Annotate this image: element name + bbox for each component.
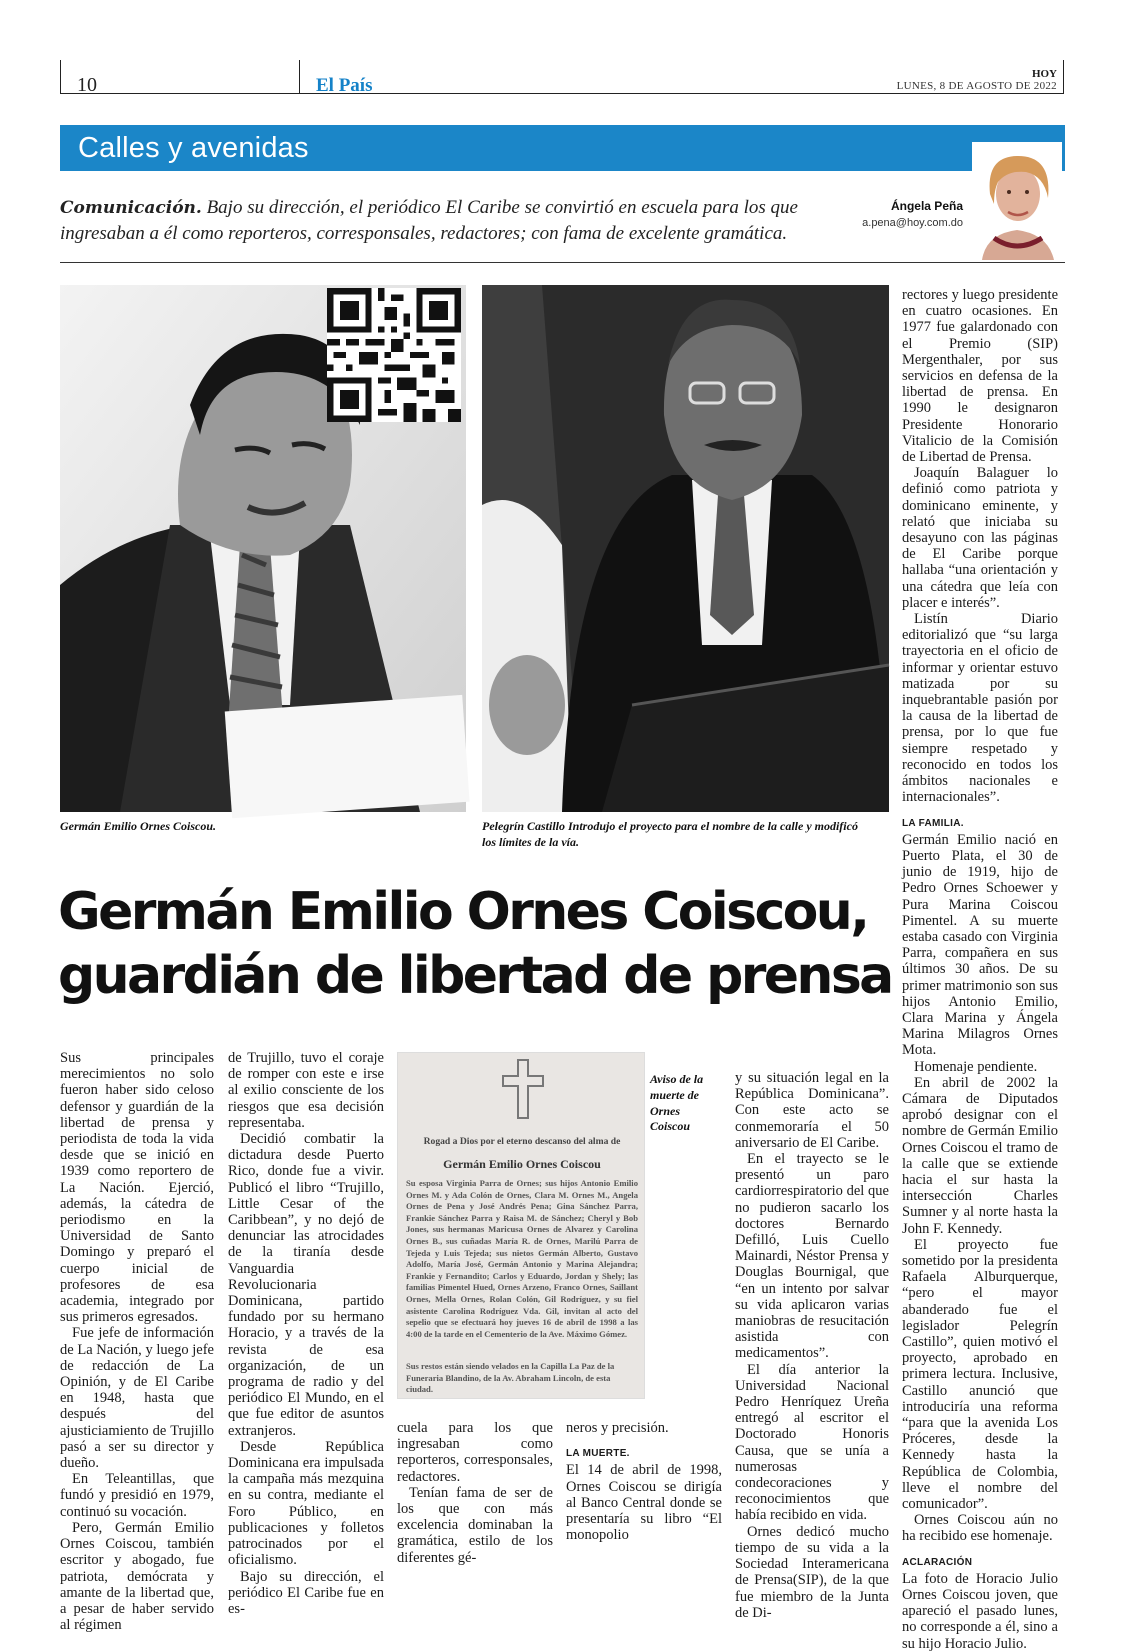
body-column-5: [735, 1070, 889, 1621]
intro-text: Bajo su dirección, el periódico El Caribe se convirtió en escuela para los que ingresaban a él como reporteros, corresponsales, redactores; con fama de excelente gramática.: [60, 197, 798, 244]
caption-photo1: Germán Emilio Ornes Coiscou.: [60, 819, 217, 833]
death-notice: [397, 1052, 645, 1399]
headline-line2: guardián de libertad de prensa: [58, 946, 892, 1006]
column-band: [60, 125, 1065, 171]
notice-caption: Aviso de la muerte de Ornes Coiscou: [650, 1072, 704, 1134]
author-email[interactable]: a.pena@hoy.com.do: [862, 217, 963, 229]
paragraph: neros y precisión.: [566, 1420, 669, 1436]
notice-footer: Sus restos están siendo velados en la Capilla La Paz de la Funeraria Blandino, de la Av. Abraham Lincoln, de esta ciudad.: [406, 1361, 615, 1395]
author-photo: [972, 142, 1062, 260]
paragraph: La foto de Horacio Julio Ornes Coiscou joven, que apareció el pasado lunes, no corresponde a él, sino a su hijo Horacio Julio.: [902, 1570, 1058, 1652]
paragraph: Pero, Germán Emilio Ornes Coiscou, también escritor y abogado, fue patriota, demócrata y amante de la libertad que, a pesar de haber servido al régimen: [60, 1519, 214, 1634]
intro-keyword: Comunicación.: [60, 198, 202, 218]
paragraph: Bajo su dirección, el periódico El Caribe fue en es-: [228, 1568, 384, 1617]
body-column-3: [397, 1420, 553, 1566]
paragraph: y su situación legal en la República Dominicana”. Con este acto se conmemoraría el 50 aniversario de El Caribe.: [735, 1070, 889, 1151]
notice-deceased-name: Germán Emilio Ornes Coiscou: [443, 1157, 601, 1171]
paragraph: Listín Diario editorializó que “su larga trayectoria en el oficio de informar y orientar estuvo matizada por su inquebrantable pasión por la causa de la libertad de prensa, por lo que fue siempre respetado y reconocido en todos los ámbitos nacionales e internacionales”.: [902, 611, 1058, 806]
paragraph: El día anterior la Universidad Nacional Pedro Henríquez Ureña entregó al escritor el Doctorado Honoris Causa, que se unía a numerosas condecoraciones y reconocimientos que había recibido en vida.: [735, 1361, 889, 1524]
issue-date: LUNES, 8 DE AGOSTO DE 2022: [896, 80, 1057, 92]
page-number: 10: [77, 74, 97, 96]
paragraph: Joaquín Balaguer lo definió como patriota y dominicano eminente, y relató que iniciaba su desayuno con las páginas de El Caribe porque hallaba “una orientación y una cátedra que leía con placer e interés”.: [902, 465, 1058, 611]
newspaper-name: HOY: [1031, 68, 1057, 80]
section-name[interactable]: El País: [316, 75, 373, 96]
paragraph: Decidió combatir la dictadura desde Puerto Rico, donde fue a vivir. Publicó el libro “Trujillo, Little Cesar of the Caribbean”, y no dejó de denunciar las atrocidades de la tiranía desde Vanguardia Revolucionaria Dominicana, partido fundado por su hermano Horacio, y a través de la revista de esa organización, de un programa de radio y del periódico El Mundo, en el que fue editor de asuntos extranjeros.: [228, 1131, 384, 1439]
caption-photo2: Pelegrín Castillo Introdujo el proyecto para el nombre de la calle y modificó los límites de la vía.: [482, 819, 858, 849]
notice-header: Rogad a Dios por el eterno descanso del alma de: [423, 1136, 621, 1147]
paragraph: Tenían fama de ser de los que con más excelencia dominaban la gramática, estilo de los diferentes gé-: [397, 1484, 553, 1566]
author-block: [848, 199, 963, 229]
paragraph: Ornes dedicó mucho tiempo de su vida a la Sociedad Interamericana de Prensa(SIP), de la que fue miembro de la Junta de Di-: [735, 1523, 889, 1621]
subhead-la-muerte: LA MUERTE.: [566, 1448, 630, 1460]
paragraph: En abril de 2002 la Cámara de Diputados aprobó designar con el nombre de Germán Emilio Ornes Coiscou el tramo de la calle que se extiende hacia el sur hasta la intersección Charles Sumner y al norte hasta la John F. Kennedy.: [902, 1074, 1058, 1237]
divider: [60, 262, 1065, 263]
paragraph: cuela para los que ingresaban como reporteros, corresponsales, redactores.: [397, 1420, 553, 1485]
paragraph: Desde República Dominicana era impulsada la campaña más mezquina en su contra, mediante el Foro Público, en publicaciones y folletos patrocinados por el oficialismo.: [228, 1438, 384, 1569]
page-number-box: [60, 60, 300, 94]
paragraph: El proyecto fue sometido por la presidenta Rafaela Alburquerque, “pero el mayor abanderado fue el legislador Pelegrín Castillo”, quien motivó el proyecto, aprobado en primera lectura. Inclusive, Castillo anunció que introduciría una reforma “para que la avenida Los Próceres, desde la Kennedy hasta la República de Colombia, lleve el nombre del comunicador”.: [902, 1236, 1058, 1513]
paragraph: El 14 de abril de 1998, Ornes Coiscou se dirigía al Banco Central donde se presentaría su libro “El monopolio: [566, 1462, 722, 1544]
column-title: Calles y avenidas: [78, 132, 309, 164]
paragraph: rectores y luego presidente en cuatro ocasiones. En 1977 fue galardonado con el Premio (SIP) Mergenthaler, por sus servicios en defensa de la libertad de prensa. En 1990 le designaron Presidente Honorario Vitalicio de la Comisión de Libertad de Prensa.: [902, 287, 1058, 466]
notice-body: Su esposa Virginia Parra de Ornes; sus hijos Antonio Emilio Ornes M. y Ada Colón de Ornes, Clara M. Ornes M., Angela Ornes de Pena y José Andrés Pena; Gina Sánchez Parra, Frankie Sánchez Parra y Raisa M. de Sánchez; Cheryl y Bob Jones, sus hermanas Maricusa Ornes de Alvarez y Carolina Ornes B., sus cuñadas María R. de Ornes, Marilú Parra de Tejeda y Luis Tejeda; sus nietos Germán Alberto, Gustavo Adolfo, María José, Germán Antonio y Marina Alejandra; Frankie y Fernandito; Carlos y Eduardo, Jordan y Shely; las familias Pimentel Hued, Ornes Arzeno, Franco Ornes, Saillant Ornes, Mella Ornes, Rolan Colón, Gil Rodríguez, y su fiel asistente Carolina Rodríguez Vda. Gil, invitan al acto del sepelio que se efectuará hoy jueves 16 de abril de 1998 a las 4:00 de la tarde en el Cementerio de la Ave. Máximo Gómez.: [406, 1178, 638, 1339]
paragraph: Ornes Coiscou aún no ha recibido ese homenaje.: [902, 1512, 1058, 1545]
subhead-la-familia: LA FAMILIA.: [902, 817, 964, 829]
body-column-4: [566, 1420, 722, 1543]
paragraph: Sus principales merecimientos no solo fueron haber sido celoso defensor y guardián de la libertad de prensa y periodista de toda la vida desde que se inició en 1939 como reportero de La Nación. Ejerció, además, la cátedra de periodismo en la Universidad de Santo Domingo y preparó el cuerpo inicial de profesores de esa academia, integrado por sus primeros egresados.: [60, 1050, 214, 1326]
paragraph: Germán Emilio nació en Puerto Plata, el 30 de junio de 1919, hijo de Pedro Ornes Schoewer y Pura Marina Coiscou Pimentel. A su muerte estaba casado con Virginia Parra, compañera en sus últimos 30 años. De su primer matrimonio son sus hijos Antonio Emilio, Clara Marina y Ángela Marina Milagros Ornes Mota.: [902, 831, 1058, 1059]
paragraph: En Teleantillas, que fundó y presidió en 1979, continuó su vocación.: [60, 1471, 214, 1520]
paragraph: Homenaje pendiente.: [914, 1058, 1038, 1075]
subhead-aclaracion: ACLARACIÓN: [902, 1556, 973, 1568]
body-column-1: [60, 1050, 214, 1633]
cross-icon: [501, 1058, 545, 1120]
paragraph: Fue jefe de información de La Nación, y luego jefe de redacción de La Opinión, y de El Caribe en 1948, hasta que después del ajusticiamiento de Trujillo pasó a ser su director y dueño.: [60, 1325, 214, 1472]
paragraph: En el trayecto se le presentó un paro cardiorrespiratorio del que no pudieron sacarlo los doctores Bernardo Defilló, Luis Cuello Mainardi, Néstor Prensa y Douglas Bournigal, que “en un intento por salvar su vida aplicaron varias maniobras de resucitación asistida con medicamentos”.: [735, 1151, 889, 1362]
page-header: [60, 60, 1064, 94]
intro-deck: [60, 195, 840, 246]
headline-line1: Germán Emilio Ornes Coiscou,: [58, 882, 868, 942]
body-column-2: [228, 1050, 384, 1617]
author-name: Ángela Peña: [890, 199, 963, 213]
photo-pelegrin-castillo: [482, 285, 889, 812]
headline: [58, 880, 898, 1008]
paragraph: de Trujillo, tuvo el coraje de romper con este e irse al exilio consciente de los riesgos que esa decisión representaba.: [228, 1050, 384, 1131]
qr-code-icon[interactable]: [327, 288, 461, 422]
body-column-6: [902, 287, 1058, 1652]
masthead-info: [897, 60, 1064, 94]
